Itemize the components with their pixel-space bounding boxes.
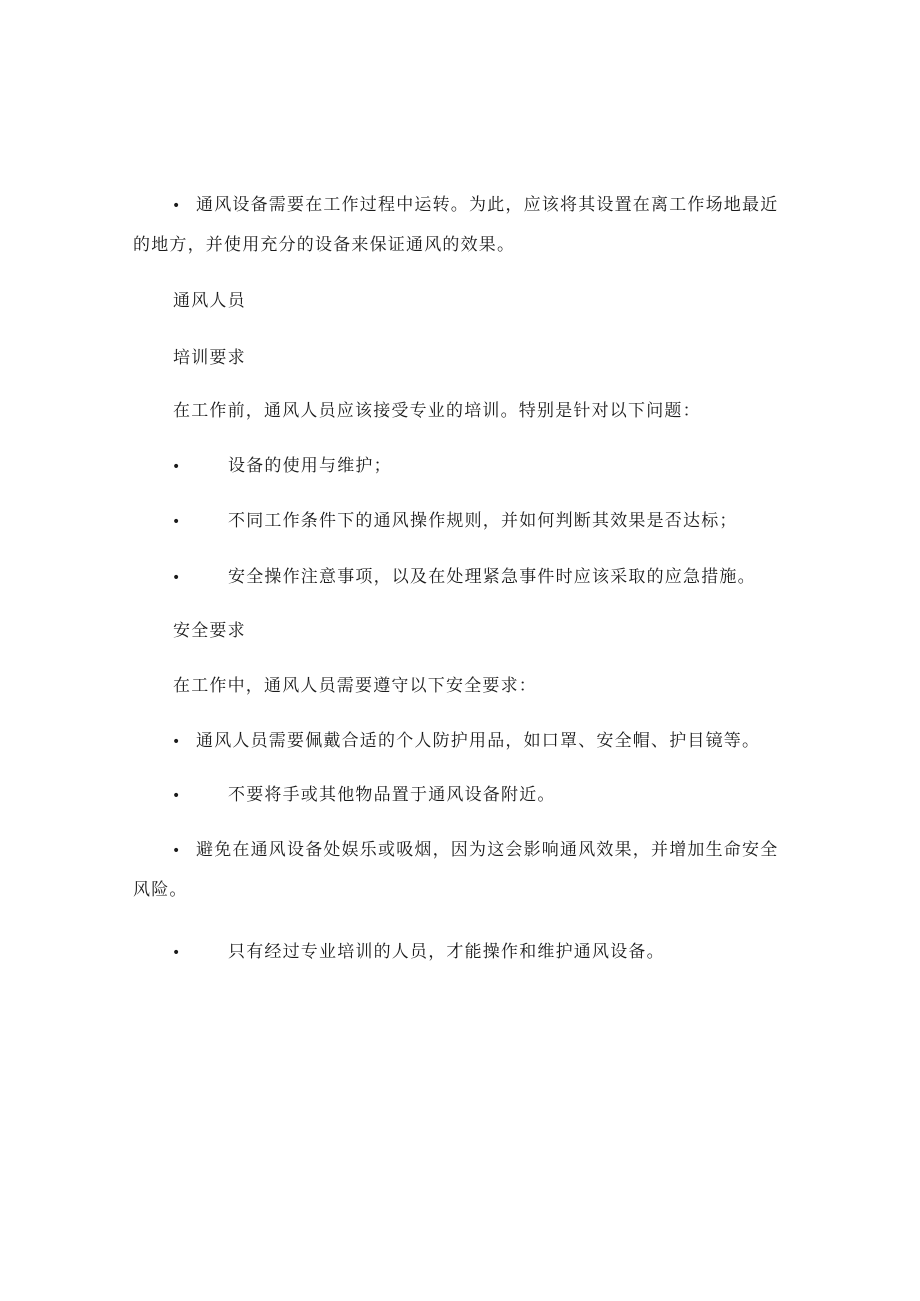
section-heading-training: 培训要求: [173, 348, 246, 368]
section-heading-safety: 安全要求: [173, 621, 246, 641]
paragraph-line: 的地方，并使用充分的设备来保证通风的效果。: [133, 235, 516, 255]
bullet-dot: •: [172, 945, 181, 961]
training-item: 安全操作注意事项，以及在处理紧急事件时应该采取的应急措施。: [228, 567, 756, 587]
bullet-dot: •: [172, 843, 181, 859]
bullet-dot: •: [172, 734, 181, 750]
bullet-dot: •: [172, 198, 181, 214]
safety-intro: 在工作中，通风人员需要遵守以下安全要求：: [173, 676, 537, 696]
bullet-dot: •: [172, 570, 181, 586]
training-item: 设备的使用与维护；: [228, 456, 392, 476]
training-item: 不同工作条件下的通风操作规则，并如何判断其效果是否达标；: [228, 511, 738, 531]
safety-item-line: 避免在通风设备处娱乐或吸烟，因为这会影响通风效果，并增加生命安全: [196, 840, 779, 860]
safety-item-line: 风险。: [133, 880, 188, 900]
section-heading-personnel: 通风人员: [173, 291, 246, 311]
bullet-dot: •: [172, 459, 181, 475]
training-intro: 在工作前，通风人员应该接受专业的培训。特别是针对以下问题：: [173, 401, 701, 421]
paragraph-line: 通风设备需要在工作过程中运转。为此，应该将其设置在离工作场地最近: [196, 195, 779, 215]
safety-item: 不要将手或其他物品置于通风设备附近。: [228, 785, 556, 805]
bullet-dot: •: [172, 788, 181, 804]
bullet-dot: •: [172, 514, 181, 530]
safety-item: 只有经过专业培训的人员，才能操作和维护通风设备。: [228, 942, 665, 962]
safety-item: 通风人员需要佩戴合适的个人防护用品，如口罩、安全帽、护目镜等。: [196, 731, 761, 751]
